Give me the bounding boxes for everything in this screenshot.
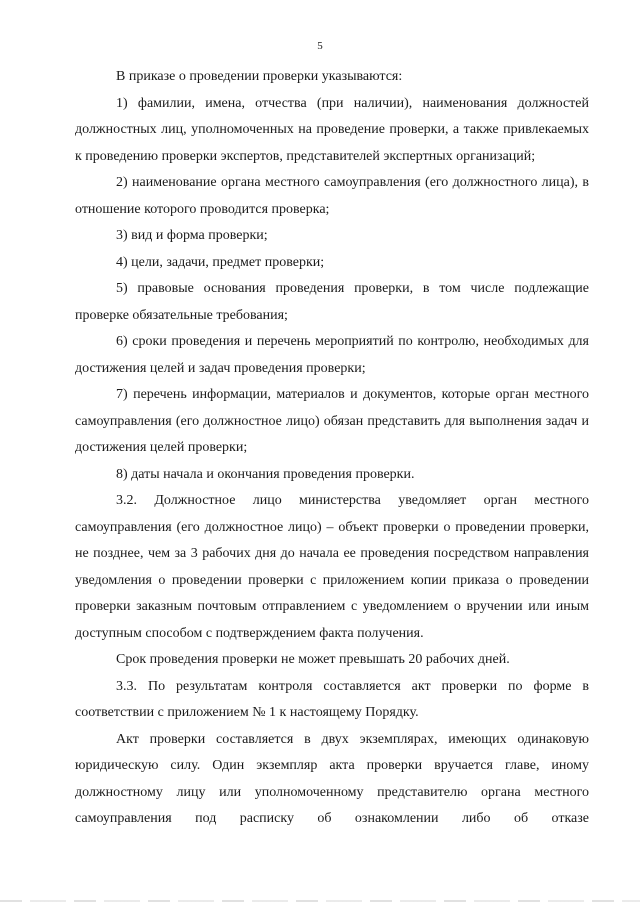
paragraph-item-5: 5) правовые основания проведения проверки, в том числе подлежащие проверке обязательные требования; (75, 281, 589, 323)
paragraph-act-copies: Акт проверки составляется в двух экземплярах, имеющих одинаковую юридическую силу. Один экземпляр акта проверки вручается главе, иному должностному лицу или уполномоченному представителю органа местного самоуправления под расписку об ознакомлении либо об отказе (75, 731, 589, 826)
paragraph-section-3-2: 3.2. Должностное лицо министерства уведомляет орган местного самоуправления (его должностное лицо) – объект проверки о проведении проверки, не позднее, чем за 3 рабочих дня до начала ее проведения посредством направления уведомления о проведении проверки с приложением копии приказа о проведении проверки заказным почтовым отправлением с уведомлением о вручении или иным доступным способом с подтверждением факта получения. (75, 493, 589, 641)
scan-edge-artifact (0, 900, 640, 902)
paragraph-item-3: 3) вид и форма проверки; (116, 228, 268, 243)
paragraph-item-8: 8) даты начала и окончания проведения проверки. (116, 466, 415, 482)
paragraph-item-7: 7) перечень информации, материалов и документов, которые орган местного самоуправления (его должностное лицо) обязан представить для выполнения задач и достижения целей проверки; (75, 387, 589, 455)
paragraph-intro: В приказе о проведении проверки указываются: (116, 69, 403, 84)
paragraph-section-3-3: 3.3. По результатам контроля составляется акт проверки по форме в соответствии с приложением № 1 к настоящему Порядку. (75, 678, 589, 720)
page-number: 5 (317, 40, 323, 52)
paragraph-item-4: 4) цели, задачи, предмет проверки; (116, 254, 325, 270)
paragraph-inspection-term: Срок проведения проверки не может превышать 20 рабочих дней. (116, 652, 510, 667)
paragraph-item-2: 2) наименование органа местного самоуправления (его должностного лица), в отношение которого проводится проверка; (75, 175, 589, 217)
document-body (75, 64, 589, 833)
paragraph-item-1: 1) фамилии, имена, отчества (при наличии), наименования должностей должностных лиц, уполномоченных на проведение проверки, а также привлекаемых к проведению проверки экспертов, представителей экспертных организаций; (75, 95, 589, 164)
paragraph-item-6: 6) сроки проведения и перечень мероприятий по контролю, необходимых для достижения целей и задач проведения проверки; (75, 334, 589, 376)
